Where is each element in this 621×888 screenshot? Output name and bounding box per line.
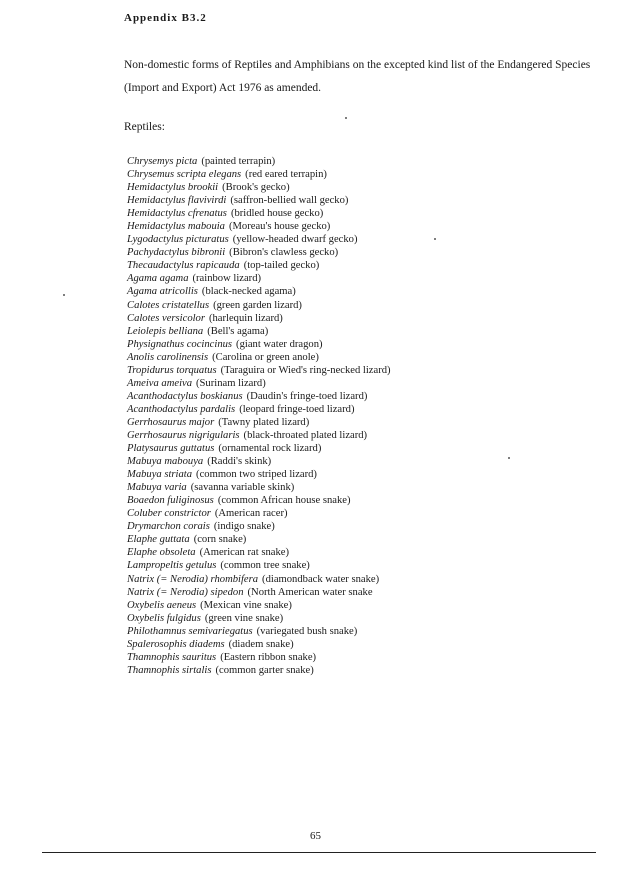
scientific-name: Gerrhosaurus major [127,416,215,428]
common-name: (indigo snake) [213,521,275,533]
species-row [127,586,391,599]
species-row [127,546,391,559]
species-row [127,455,391,468]
scientific-name: Gerrhosaurus nigrigularis [127,429,240,441]
species-row [127,612,391,625]
scientific-name: Spalerosophis diadems [127,638,225,650]
species-row [127,272,391,285]
scientific-name: Acanthodactylus pardalis [127,403,236,415]
species-row [127,299,391,312]
scientific-name: Thecaudactylus rapicauda [127,260,240,272]
common-name: (corn snake) [193,534,247,546]
species-row [127,233,391,246]
scientific-name: Coluber constrictor [127,508,211,520]
common-name: (black-necked agama) [201,286,296,298]
species-row [127,220,391,233]
scientific-name: Hemidactylus brookii [127,182,219,194]
species-row [127,481,391,494]
scan-speck [434,238,436,240]
species-row [127,559,391,572]
scientific-name: Natrix (= Nerodia) sipedon [127,586,244,598]
intro-paragraph: Non-domestic forms of Reptiles and Amphibians on the excepted kind list of the Endangered Species (Import and Export) Act 1976 as amended. [124,59,591,94]
common-name: (green garden lizard) [213,299,302,311]
common-name: (Eastern ribbon snake) [220,651,317,663]
species-row [127,285,391,298]
scientific-name: Natrix (= Nerodia) rhombifera [127,573,259,585]
scan-speck [63,294,65,296]
scientific-name: Hemidactylus flavivirdi [127,195,227,207]
scientific-name: Acanthodactylus boskianus [127,390,243,402]
common-name: (diamondback water snake) [262,573,380,585]
common-name: (Daudin's fringe-toed lizard) [246,390,368,402]
species-row [127,246,391,259]
scientific-name: Ameiva ameiva [127,377,193,389]
species-row [127,507,391,520]
common-name: (green vine snake) [204,612,284,624]
common-name: (common African house snake) [217,495,351,507]
species-row [127,377,391,390]
scientific-name: Anolis carolinensis [127,351,209,363]
species-row [127,312,391,325]
scientific-name: Lygodactylus picturatus [127,234,229,246]
species-row [127,442,391,455]
common-name: (variegated bush snake) [256,625,358,637]
species-row [127,429,391,442]
common-name: (top-tailed gecko) [243,260,320,272]
scientific-name: Agama atricollis [127,286,198,298]
common-name: (savanna variable skink) [190,482,295,494]
species-row [127,599,391,612]
section-heading-reptiles: Reptiles: [124,121,165,133]
species-row [127,325,391,338]
appendix-label: Appendix B3.2 [124,12,207,24]
common-name: (common tree snake) [220,560,310,572]
scientific-name: Oxybelis fulgidus [127,612,201,624]
species-row [127,651,391,664]
common-name: (Taraguira or Wied's ring-necked lizard) [220,364,391,376]
common-name: (North American water snake [247,586,373,598]
page-number: 65 [310,830,321,842]
species-row [127,625,391,638]
species-row [127,338,391,351]
common-name: (bridled house gecko) [230,208,324,220]
common-name: (rainbow lizard) [192,273,262,285]
common-name: (Bibron's clawless gecko) [229,247,339,259]
scientific-name: Calotes cristatellus [127,299,210,311]
common-name: (Mexican vine snake) [200,599,292,611]
species-row [127,155,391,168]
scientific-name: Thamnophis sauritus [127,651,217,663]
scientific-name: Elaphe obsoleta [127,547,196,559]
species-row [127,364,391,377]
scientific-name: Thamnophis sirtalis [127,664,212,676]
common-name: (painted terrapin) [201,156,276,167]
common-name: (Brook's gecko) [222,182,290,194]
species-row [127,494,391,507]
scientific-name: Lampropeltis getulus [127,560,217,572]
species-row [127,468,391,481]
scientific-name: Hemidactylus cfrenatus [127,208,227,220]
species-row [127,664,391,677]
scientific-name: Hemidactylus mabouia [127,221,225,233]
species-row [127,168,391,181]
scientific-name: Philothamnus semivariegatus [127,625,253,637]
common-name: (leopard fringe-toed lizard) [239,403,355,415]
scientific-name: Tropidurus torquatus [127,364,217,376]
common-name: (Tawny plated lizard) [218,416,310,428]
common-name: (saffron-bellied wall gecko) [230,195,349,207]
scientific-name: Drymarchon corais [127,521,210,533]
scientific-name: Calotes versicolor [127,312,205,324]
scan-speck [508,457,510,459]
scientific-name: Pachydactylus bibronii [127,247,226,259]
common-name: (giant water dragon) [236,338,323,350]
common-name: (red eared terrapin) [245,169,327,181]
common-name: (ornamental rock lizard) [218,443,322,455]
scientific-name: Platysaurus guttatus [127,443,215,455]
scientific-name: Mabuya varia [127,482,187,494]
species-row [127,573,391,586]
species-list [127,155,391,677]
scientific-name: Physignathus cocincinus [127,338,233,350]
species-row [127,520,391,533]
common-name: (Carolina or green anole) [212,351,319,363]
species-row [127,194,391,207]
scientific-name: Chrysemys picta [127,156,198,167]
species-row [127,390,391,403]
scan-speck [345,117,347,119]
common-name: (American racer) [214,508,288,520]
scientific-name: Mabuya mabouya [127,456,204,468]
common-name: (common two striped lizard) [196,469,317,481]
scientific-name: Agama agama [127,273,189,285]
common-name: (harlequin lizard) [208,312,283,324]
species-row [127,259,391,272]
species-row [127,533,391,546]
common-name: (Moreau's house gecko) [228,221,331,233]
species-row [127,403,391,416]
scientific-name: Elaphe guttata [127,534,190,546]
footer-rule [42,852,596,853]
common-name: (yellow-headed dwarf gecko) [232,234,358,246]
common-name: (Raddi's skink) [207,456,272,468]
species-row [127,207,391,220]
scientific-name: Leiolepis belliana [127,325,204,337]
scientific-name: Oxybelis aeneus [127,599,197,611]
common-name: (American rat snake) [199,547,289,559]
species-row [127,181,391,194]
scientific-name: Mabuya striata [127,469,193,481]
scientific-name: Boaedon fuliginosus [127,495,214,507]
common-name: (black-throated plated lizard) [243,429,368,441]
common-name: (common garter snake) [215,664,314,676]
species-row [127,638,391,651]
scientific-name: Chrysemus scripta elegans [127,169,242,181]
common-name: (Bell's agama) [207,325,269,337]
common-name: (Surinam lizard) [196,377,266,389]
common-name: (diadem snake) [228,638,294,650]
species-row [127,416,391,429]
species-row [127,351,391,364]
